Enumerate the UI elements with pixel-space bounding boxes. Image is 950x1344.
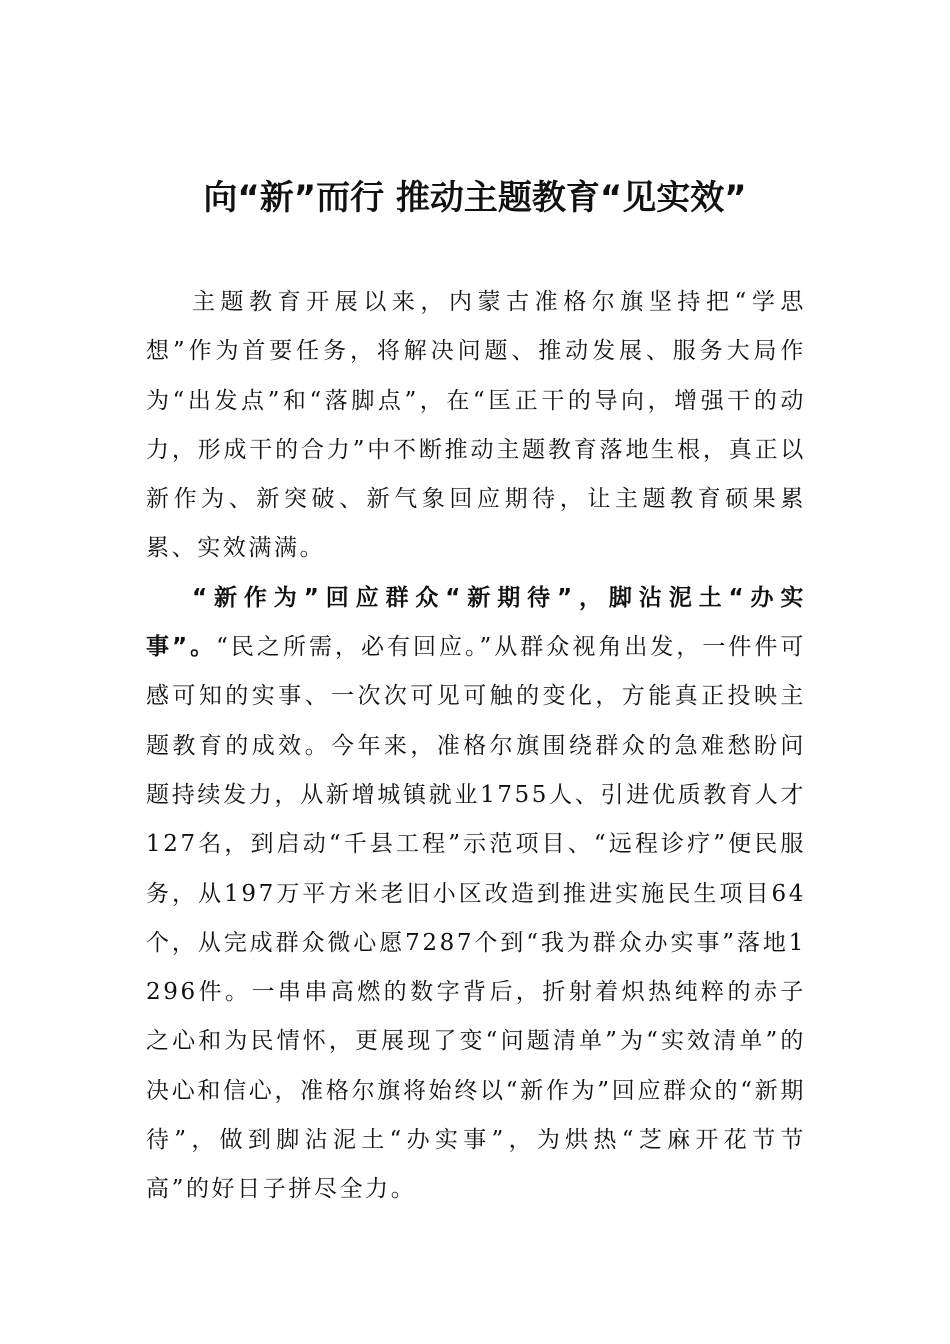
paragraph-section-1 [146, 574, 806, 1215]
document-title: 向“新”而行 推动主题教育“见实效” [203, 178, 747, 218]
section-1-text: “民之所需，必有回应。”从群众视角出发，一件件可感可知的实事、一次次可见可触的变化，方能真正投映主题教育的成效。今年来，准格尔旗围绕群众的急难愁盼问题持续发力，从新增城镇就业1755人、引进优质教育人才127名，到启动“千县工程”示范项目、“远程诊疗”便民服务，从197万平方米老旧小区改造到推进实施民生项目64个，从完成群众微心愿7287个到“我为群众办实事”落地1296件。一串串高燃的数字背后，折射着炽热纯粹的赤子之心和为民情怀，更展现了变“问题清单”为“实效清单”的决心和信心，准格尔旗将始终以“新作为”回应群众的“新期待”，做到脚沾泥土“办实事”，为烘热“芝麻开花节节高”的好日子拼尽全力。 [146, 634, 806, 1203]
paragraph-intro-text: 主题教育开展以来，内蒙古准格尔旗坚持把“学思想”作为首要任务，将解决问题、推动发展、服务大局作为“出发点”和“落脚点”，在“匡正干的导向，增强干的动力，形成干的合力”中不断推动主题教育落地生根，真正以新作为、新突破、新气象回应期待，让主题教育硕果累累、实效满满。 [146, 289, 806, 562]
section-1-lead-heading: “新作为”回应群众“新期待”，脚沾泥土“办实事”。 [146, 584, 806, 661]
document-body [146, 278, 806, 1215]
paragraph-intro [146, 278, 806, 574]
